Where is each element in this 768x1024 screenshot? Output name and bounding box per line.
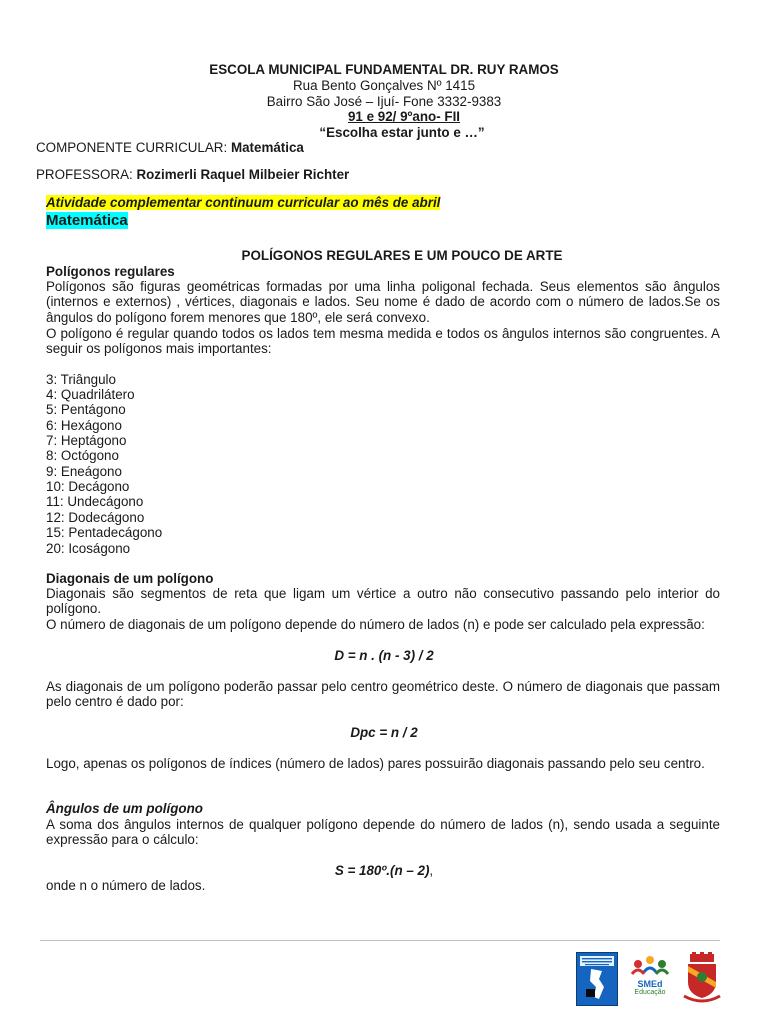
paragraph-diagonals-count: O número de diagonais de um polígono depende do número de lados (n) e pode ser calculado pela expressão: — [46, 617, 705, 632]
teacher-label: PROFESSORA: — [36, 167, 137, 182]
teacher-name: Rozimerli Raquel Milbeier Richter — [136, 167, 350, 182]
list-item: 8: Octógono — [46, 448, 119, 463]
formula-angles-line — [0, 863, 768, 878]
class-line — [0, 109, 768, 124]
curricular-component — [36, 140, 304, 155]
formula-angles: S = 180º.(n – 2) — [334, 863, 430, 878]
city-crest-logo — [682, 952, 722, 1006]
activity-title-text: Atividade complementar continuum curricular ao mês de abril — [46, 195, 441, 210]
school-address: Rua Bento Gonçalves Nº 1415 — [292, 78, 476, 93]
class-line-text: 91 e 92/ 9ºano- FII — [347, 109, 461, 124]
activity-subject-text: Matemática — [46, 212, 128, 229]
paragraph-angles-sum: A soma dos ângulos internos de qualquer polígono depende do número de lados (n), sendo usada a seguinte expressão para o cálculo: — [46, 817, 720, 848]
page-title-text: POLÍGONOS REGULARES E UM POUCO DE ARTE — [241, 248, 563, 263]
curricular-component-label: COMPONENTE CURRICULAR: — [36, 140, 231, 155]
list-item: 11: Undecágono — [46, 494, 144, 509]
list-item: 3: Triângulo — [46, 372, 116, 387]
activity-title — [46, 195, 440, 210]
section-heading-angles: Ângulos de um polígono — [46, 801, 203, 816]
teacher — [36, 167, 349, 182]
city-crest-graphic — [682, 952, 722, 1006]
paragraph-even-polygons: Logo, apenas os polígonos de índices (número de lados) pares possuirão diagonais passando pelo seu centro. — [46, 756, 705, 771]
school-district-phone: Bairro São José – Ijuí- Fone 3332-9383 — [266, 94, 502, 109]
smed-logo — [624, 954, 676, 998]
formula-angles-suffix: , — [429, 863, 434, 878]
paragraph-regular-polygon: O polígono é regular quando todos os lados tem mesma medida e todos os ângulos internos são congruentes. A seguir os polígonos mais importantes: — [46, 326, 720, 357]
smed-logo-subtext: Educação — [634, 989, 666, 996]
paragraph-diagonals-center: As diagonais de um polígono poderão passar pelo centro geométrico deste. O número de diagonais que passam pelo centro é dado por: — [46, 679, 720, 710]
school-motto — [0, 125, 768, 140]
list-item: 7: Heptágono — [46, 433, 127, 448]
formula-diagonals-center: Dpc = n / 2 — [350, 725, 418, 740]
footer-divider — [40, 940, 720, 941]
list-item: 4: Quadrilátero — [46, 387, 135, 402]
page-title — [0, 248, 768, 263]
formula-diagonals: D = n . (n - 3) / 2 — [334, 648, 434, 663]
school-motto-text: “Escolha estar junto e …” — [319, 125, 485, 140]
school-name: ESCOLA MUNICIPAL FUNDAMENTAL DR. RUY RAMOS — [209, 62, 559, 77]
paragraph-n-sides: onde n o número de lados. — [46, 878, 206, 893]
paragraph-diagonals-definition: Diagonais são segmentos de reta que ligam um vértice a outro não consecutivo passando pelo interior do polígono. — [46, 586, 720, 617]
school-logo — [576, 952, 618, 1006]
section-heading-regular-polygons: Polígonos regulares — [46, 264, 175, 279]
list-item: 12: Dodecágono — [46, 510, 145, 525]
school-logo-graphic — [577, 953, 617, 1005]
list-item: 9: Eneágono — [46, 464, 122, 479]
curricular-component-value: Matemática — [230, 140, 304, 155]
list-item: 6: Hexágono — [46, 418, 122, 433]
list-item: 15: Pentadecágono — [46, 525, 163, 540]
smed-logo-text: SMEd — [637, 979, 663, 989]
list-item: 5: Pentágono — [46, 402, 126, 417]
list-item: 20: Icoságono — [46, 541, 131, 556]
activity-subject — [46, 212, 128, 230]
paragraph-polygons-definition: Polígonos são figuras geométricas formadas por uma linha poligonal fechada. Seus elementos são ângulos (internos e externos) , vértices, diagonais e lados. Seu nome é dado de acordo com o número de lados.Se os ângulos do polígono forem menores que 180º, ele será convexo. — [46, 279, 720, 325]
list-item: 10: Decágono — [46, 479, 130, 494]
section-heading-diagonals: Diagonais de um polígono — [46, 571, 214, 586]
